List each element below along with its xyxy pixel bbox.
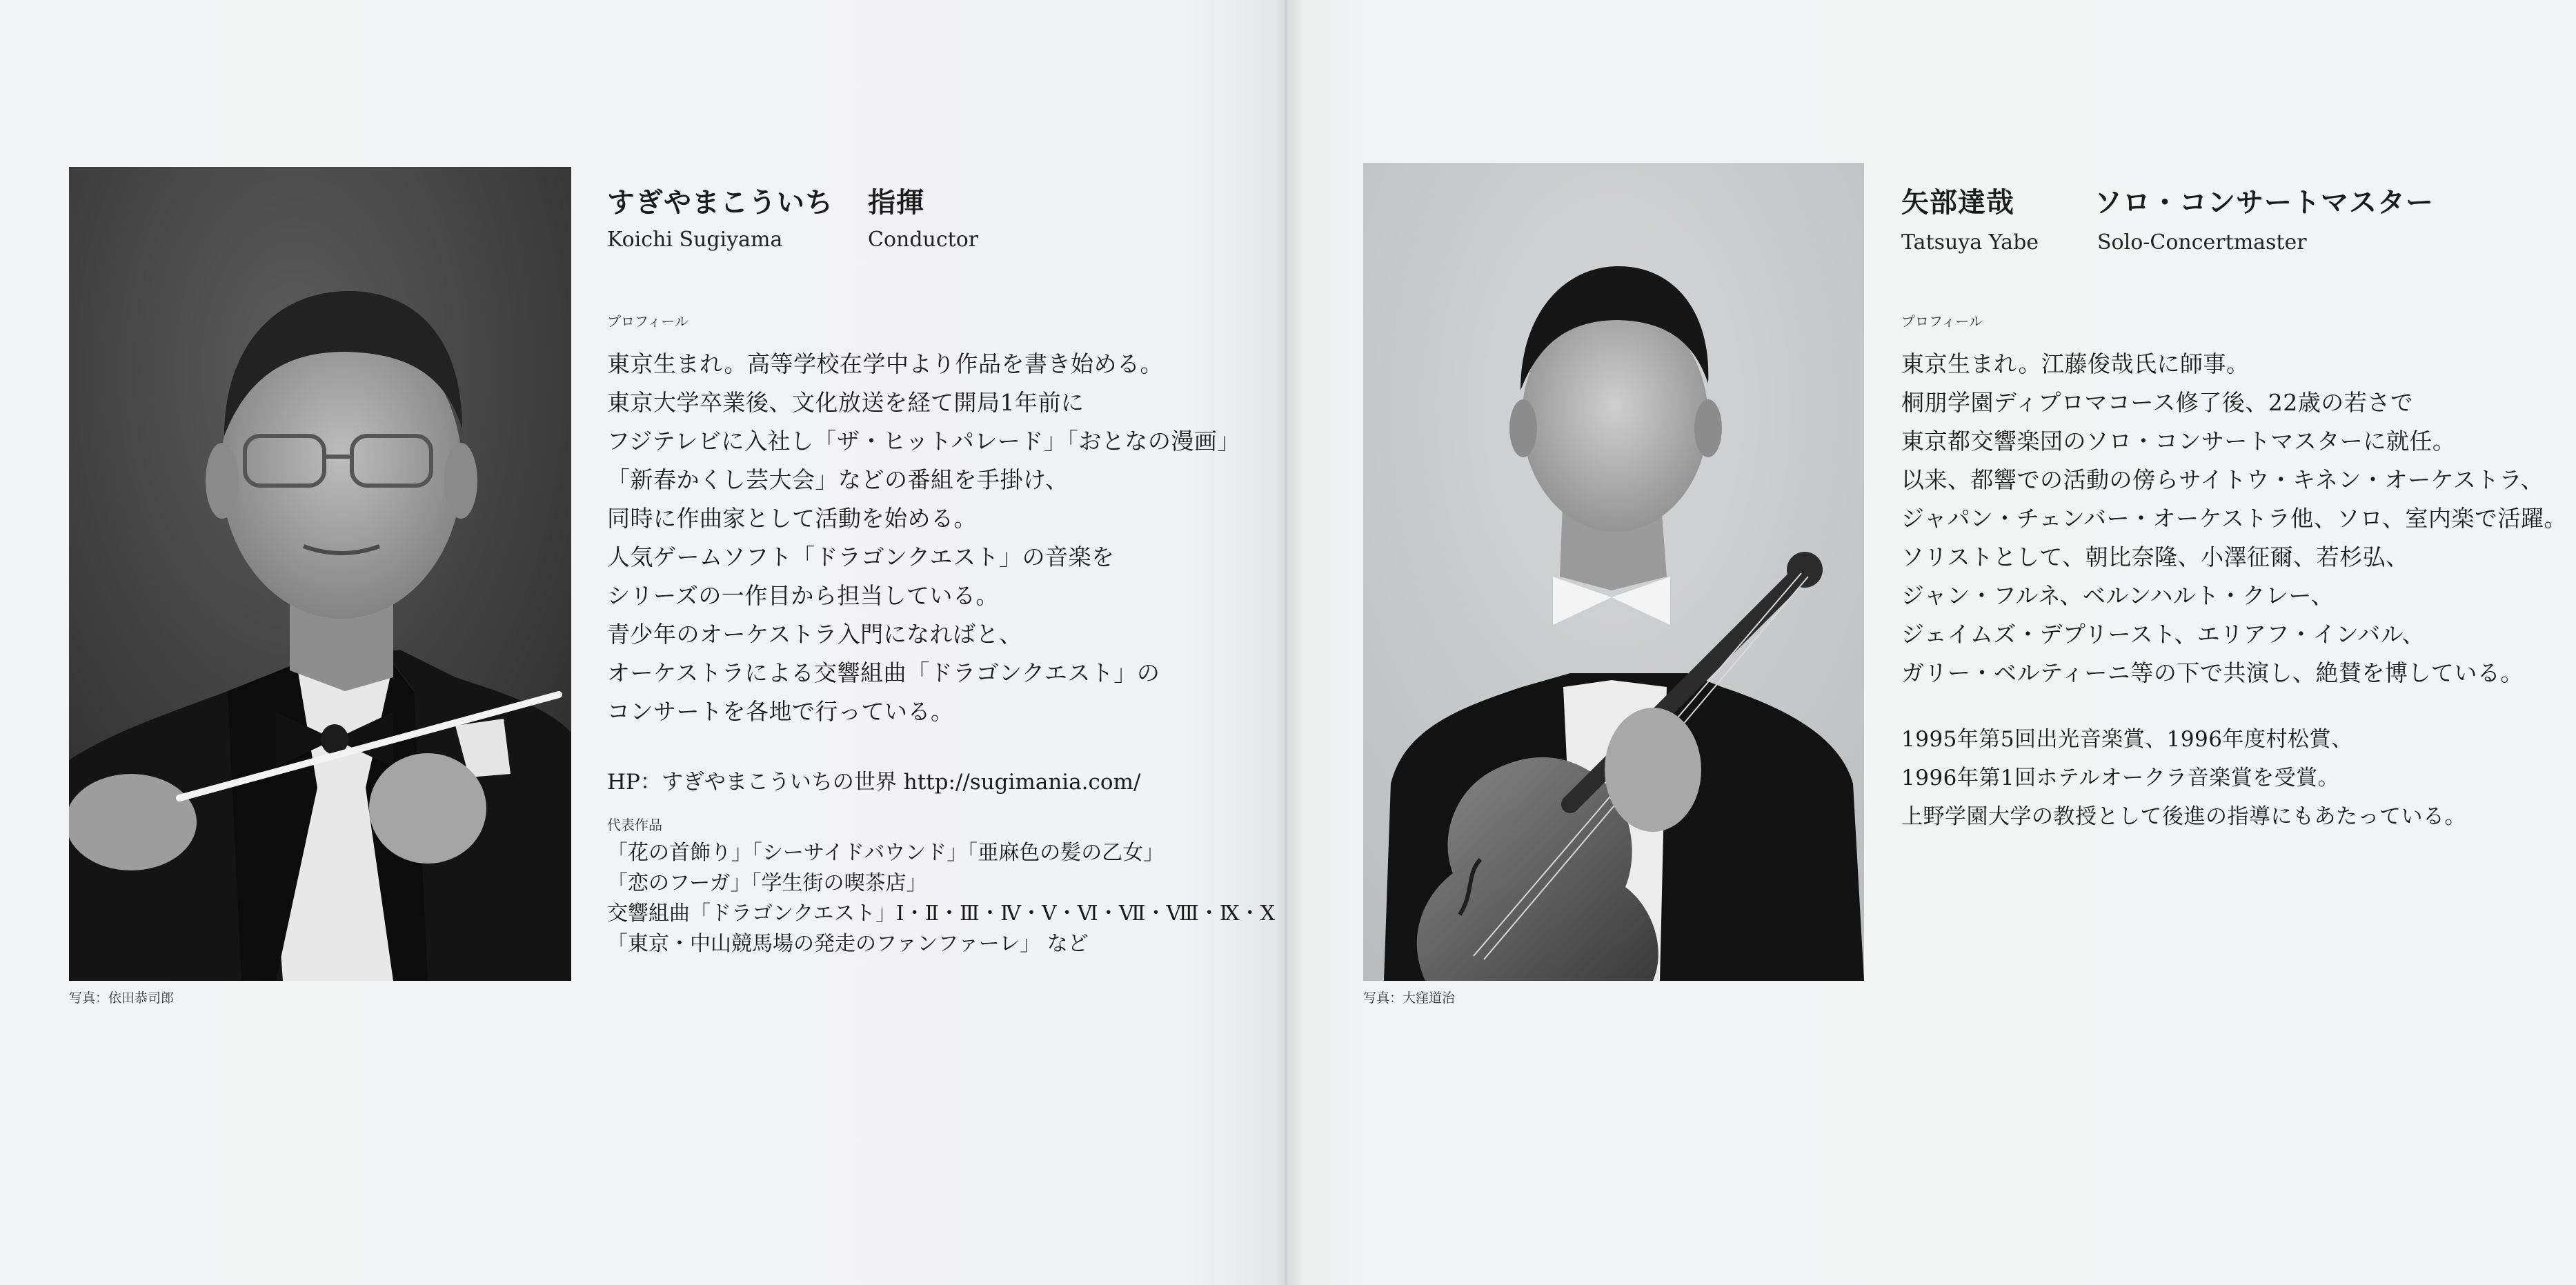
awards-text — [1901, 720, 2466, 836]
profile-line: ガリー・ベルティーニ等の下で共演し、絶賛を博している。 — [1901, 659, 2524, 686]
profile-label: プロフィール — [1901, 313, 1983, 330]
conductor-photo — [69, 167, 571, 981]
conductor-role-en: Conductor — [868, 228, 979, 252]
concertmaster-photo — [1363, 163, 1864, 981]
profile-line: 東京生まれ。高等学校在学中より作品を書き始める。 — [607, 350, 1163, 377]
concertmaster-name-ja: 矢部達哉 — [1901, 186, 2014, 219]
profile-label: プロフィール — [607, 313, 688, 330]
works-label: 代表作品 — [607, 817, 662, 833]
profile-line: ジェイムズ・デプリースト、エリアフ・インバル、 — [1901, 621, 2425, 648]
profile-line: フジテレビに入社し「ザ・ヒットパレード」「おとなの漫画」 — [607, 428, 1240, 455]
profile-line: 以来、都響での活動の傍らサイトウ・キネン・オーケストラ、 — [1901, 466, 2544, 493]
works-line: 「恋のフーガ」「学生街の喫茶店」 — [607, 871, 927, 895]
conductor-role-ja: 指揮 — [868, 186, 924, 219]
conductor-name-en: Koichi Sugiyama — [607, 228, 783, 252]
profile-line: 人気ゲームソフト「ドラゴンクエスト」の音楽を — [607, 544, 1115, 570]
concertmaster-name-en: Tatsuya Yabe — [1901, 230, 2039, 255]
photo-credit: 写真：依田恭司郎 — [69, 990, 175, 1006]
profile-line: シリーズの一作目から担当している。 — [607, 582, 999, 609]
profile-line: 桐朋学園ディプロマコース修了後、22歳の若さで — [1901, 389, 2414, 416]
profile-line: ジャン・フルネ、ベルンハルト・クレー、 — [1901, 582, 2335, 609]
profile-line: 東京大学卒業後、文化放送を経て開局1年前に — [607, 389, 1084, 416]
works-line: 交響組曲「ドラゴンクエスト」Ⅰ・Ⅱ・Ⅲ・Ⅳ・Ⅴ・Ⅵ・Ⅶ・Ⅷ・Ⅸ・Ⅹ — [607, 902, 1276, 926]
concertmaster-role-ja: ソロ・コンサートマスター — [2094, 186, 2434, 219]
works-line: 「花の首飾り」「シーサイドバウンド」「亜麻色の髪の乙女」 — [607, 841, 1165, 865]
profile-line: 青少年のオーケストラ入門になればと、 — [607, 621, 1022, 648]
right-page — [1287, 0, 2576, 1285]
profile-text — [1901, 345, 2567, 693]
profile-text — [607, 345, 1240, 731]
photo-credit: 写真：大窪道治 — [1363, 990, 1456, 1006]
profile-line: 「新春かくし芸大会」などの番組を手掛け、 — [607, 466, 1069, 493]
profile-line: オーケストラによる交響組曲「ドラゴンクエスト」の — [607, 659, 1160, 686]
works-list — [607, 838, 1275, 959]
conductor-name-ja: すぎやまこういち — [607, 186, 833, 219]
profile-line: 同時に作曲家として活動を始める。 — [607, 505, 977, 532]
homepage-link[interactable]: HP：すぎやまこういちの世界 http://sugimania.com/ — [607, 770, 1141, 795]
award-line: 上野学園大学の教授として後進の指導にもあたっている。 — [1901, 804, 2466, 829]
concertmaster-role-en: Solo-Concertmaster — [2097, 230, 2307, 255]
award-line: 1996年第1回ホテルオークラ音楽賞を受賞。 — [1901, 766, 2340, 790]
left-page — [0, 0, 1287, 1285]
award-line: 1995年第5回出光音楽賞、1996年度村松賞、 — [1901, 727, 2353, 752]
profile-line: コンサートを各地で行っている。 — [607, 698, 954, 725]
works-line: 「東京・中山競馬場の発走のファンファーレ」 など — [607, 932, 1089, 956]
profile-line: 東京生まれ。江藤俊哉氏に師事。 — [1901, 350, 2250, 377]
profile-line: ジャパン・チェンバー・オーケストラ他、ソロ、室内楽で活躍。 — [1901, 505, 2567, 532]
profile-line: ソリストとして、朝比奈隆、小澤征爾、若杉弘、 — [1901, 544, 2409, 570]
profile-line: 東京都交響楽団のソロ・コンサートマスターに就任。 — [1901, 428, 2456, 455]
